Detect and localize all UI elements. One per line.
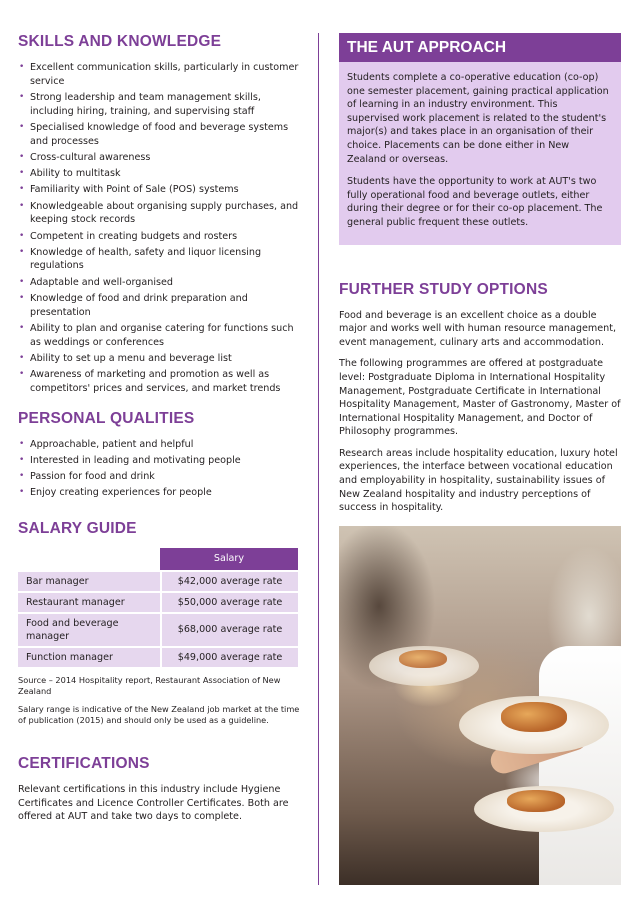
personal-qualities-list: [18, 438, 300, 500]
further-paragraph: Research areas include hospitality education, luxury hotel experiences, the interface between vocational education and employability in hospitality, sustainability issues of New Zealand hospitality and industry perceptions of success in hospitality.: [339, 447, 618, 514]
list-item: • Interested in leading and motivating people: [18, 454, 300, 468]
role-cell: Food and beverage manager: [18, 614, 160, 646]
table-header-row: [18, 548, 298, 570]
salary-source: Source – 2014 Hospitality report, Restaurant Association of New Zealand: [18, 674, 281, 697]
table-row: [18, 572, 298, 591]
role-cell: Restaurant manager: [18, 593, 160, 612]
photo-food-lower: [507, 790, 565, 812]
list-item: • Ability to plan and organise catering for functions such as weddings or conferences: [18, 322, 300, 350]
right-column: [339, 33, 621, 523]
salary-cell: $50,000 average rate: [160, 593, 298, 612]
list-item: • Excellent communication skills, particularly in customer service: [18, 61, 300, 89]
role-cell: Bar manager: [18, 572, 160, 591]
further-study-heading: FURTHER STUDY OPTIONS: [339, 280, 548, 298]
list-item: • Competent in creating budgets and rosters: [18, 230, 300, 244]
aut-paragraph: Students have the opportunity to work at AUT's two fully operational food and beverage outlets, either during their degree or for their co-op placement. The general public frequent these outlets.: [347, 176, 603, 228]
salary-note: Salary range is indicative of the New Zealand job market at the time of publication (2015) and should only be used as a guideline.: [18, 703, 300, 726]
personal-qualities-heading: PERSONAL QUALITIES: [18, 409, 195, 427]
left-column: [18, 33, 300, 832]
list-item: • Passion for food and drink: [18, 470, 300, 484]
aut-paragraph: Students complete a co-operative education (co-op) one semester placement, gaining practical application of learning in an industry environment. This supervised work placement is related to the student's major(s) and takes place in an organisation of their choice. Placements can be done either in New Zealand or overseas.: [347, 72, 609, 165]
list-item: • Ability to multitask: [18, 167, 300, 181]
further-paragraph: The following programmes are offered at postgraduate level: Postgraduate Diploma in International Hospitality Management, Postgraduate Certificate in International Hospitality Management, Master of Gastronomy, Master of International Hospitality Management, and Doctor of Philosophy programmes.: [339, 358, 621, 438]
list-item: • Approachable, patient and helpful: [18, 438, 300, 452]
aut-approach-box: [339, 33, 621, 245]
list-item: • Cross-cultural awareness: [18, 151, 300, 165]
list-item: • Ability to set up a menu and beverage list: [18, 352, 300, 366]
aut-approach-body: [339, 62, 621, 245]
salary-cell: $49,000 average rate: [160, 648, 298, 667]
list-item: • Adaptable and well-organised: [18, 276, 300, 290]
role-cell: Function manager: [18, 648, 160, 667]
list-item: • Awareness of marketing and promotion as well as competitors' prices and services, and market trends: [18, 368, 300, 396]
list-item: • Knowledge of health, safety and liquor licensing regulations: [18, 246, 300, 274]
salary-cell: $42,000 average rate: [160, 572, 298, 591]
further-paragraph: Food and beverage is an excellent choice as a double major and works well with human resource management, event management, culinary arts and accommodation.: [339, 309, 617, 348]
skills-heading: SKILLS AND KNOWLEDGE: [18, 33, 222, 50]
list-item: • Knowledgeable about organising supply purchases, and keeping stock records: [18, 200, 300, 228]
table-row: [18, 648, 298, 667]
list-item: • Familiarity with Point of Sale (POS) systems: [18, 183, 300, 197]
skills-list: [18, 61, 300, 396]
salary-guide-heading: SALARY GUIDE: [18, 519, 137, 537]
list-item: • Enjoy creating experiences for people: [18, 486, 300, 500]
salary-column-header: Salary: [160, 548, 298, 570]
table-header-blank: [18, 548, 160, 570]
salary-cell: $68,000 average rate: [160, 614, 298, 646]
certifications-heading: CERTIFICATIONS: [18, 754, 150, 772]
certifications-text: Relevant certifications in this industry include Hygiene Certificates and Licence Controller Certificates. Both are offered at AUT and take two days to complete.: [18, 783, 289, 823]
photo-waiter-shirt: [539, 646, 621, 885]
list-item: • Specialised knowledge of food and beverage systems and processes: [18, 121, 300, 149]
table-row: [18, 593, 298, 612]
salary-table: [18, 546, 298, 669]
list-item: • Strong leadership and team management skills, including hiring, training, and supervising staff: [18, 91, 300, 119]
waiter-serving-plates-photo: [339, 526, 621, 885]
column-divider: [318, 33, 319, 885]
list-item: • Knowledge of food and drink preparation and presentation: [18, 292, 300, 320]
table-row: [18, 614, 298, 646]
photo-food-front: [501, 702, 567, 732]
photo-food-back: [399, 650, 447, 668]
aut-approach-heading: THE AUT APPROACH: [339, 33, 621, 62]
